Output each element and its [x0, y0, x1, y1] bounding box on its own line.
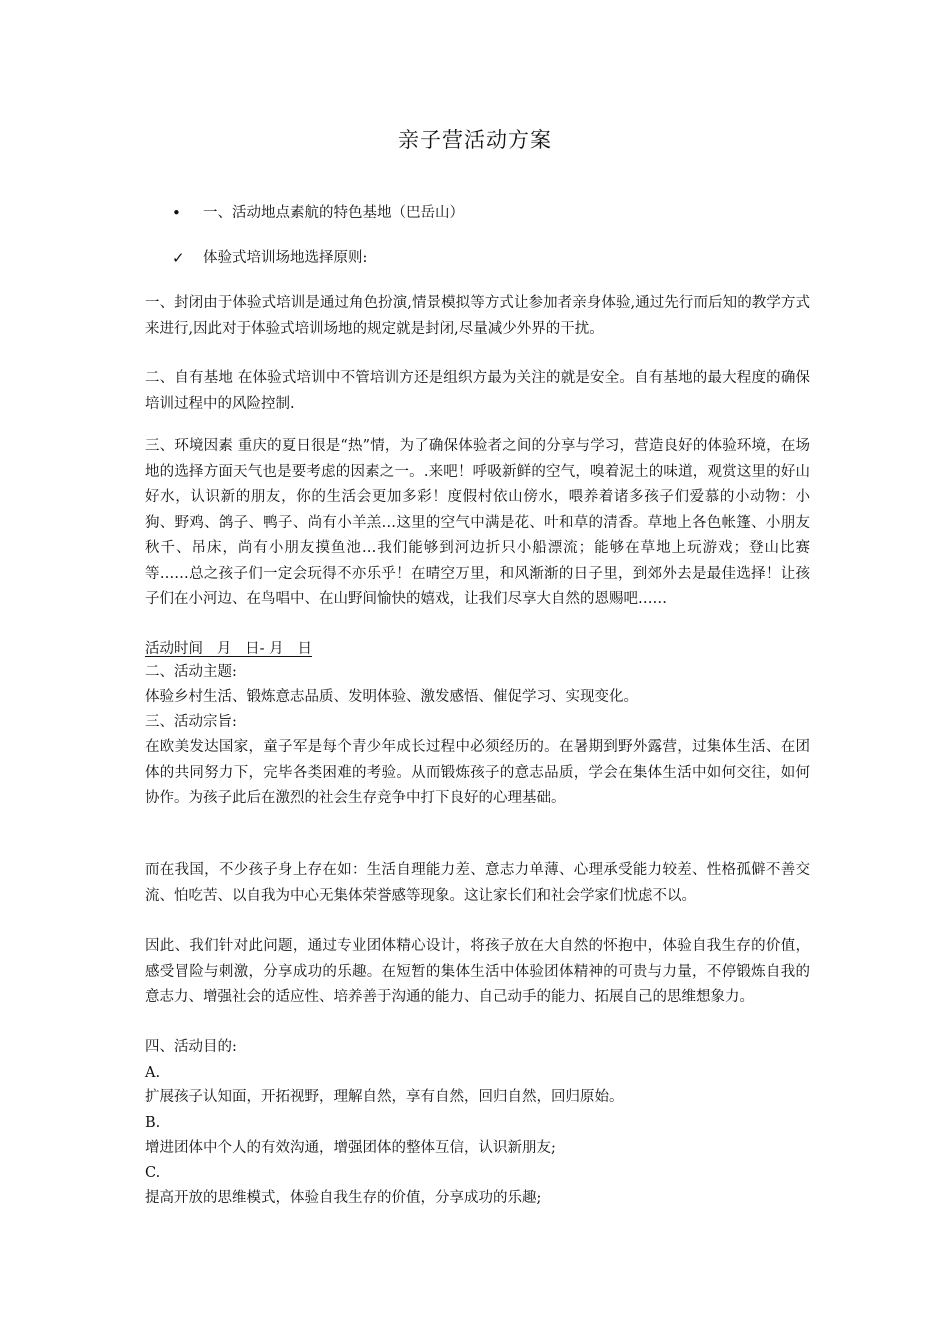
purpose-paragraph-3: 因此、我们针对此问题，通过专业团体精心设计，将孩子放在大自然的怀抱中，体验自我生存的价值，感受冒险与刺激，分享成功的乐趣。在短暂的集体生活中体验团体精神的可贵与力量，不停锻炼自我的意志力、增强社会的适应性、培养善于沟通的能力、自己动手的能力、拓展自己的思维想象力。: [145, 938, 810, 1005]
principle-closed: 一、封闭由于体验式培训是通过角色扮演,情景模拟等方式让参加者亲身体验,通过先行而后知的教学方式来进行,因此对于体验式培训场地的规定就是封闭,尽量减少外界的干扰。: [145, 295, 810, 337]
checkmark-icon: ✓: [172, 249, 185, 267]
principles-heading: 体验式培训场地选择原则:: [203, 250, 368, 266]
goal-text-c: 提高开放的思维模式，体验自我生存的价值，分享成功的乐趣;: [145, 1190, 542, 1206]
purpose-paragraph-2: 而在我国，不少孩子身上存在如：生活自理能力差、意志力单薄、心理承受能力较差、性格孤僻不善交流、怕吃苦、以自我为中心无集体荣誉感等现象。这让家长们和社会学家们忧虑不以。: [145, 862, 810, 904]
theme-text: 体验乡村生活、锻炼意志品质、发明体验、激发感悟、催促学习、实现变化。: [145, 689, 638, 705]
goals-heading: 四、活动目的:: [145, 1039, 237, 1055]
goal-label-c: C.: [145, 1165, 161, 1181]
principle-own-base: 二、自有基地 在体验式培训中不管培训方还是组织方最为关注的就是安全。自有基地的最大程度的确保培训过程中的风险控制.: [145, 370, 810, 412]
goal-label-a: A.: [145, 1065, 161, 1081]
purpose-heading: 三、活动宗旨:: [145, 714, 237, 730]
goal-label-b: B.: [145, 1115, 161, 1131]
goal-text-a: 扩展孩子认知面，开拓视野，理解自然，享有自然，回归自然，回归原始。: [145, 1089, 624, 1105]
bullet-dot-icon: •: [172, 204, 181, 222]
purpose-paragraph-1: 在欧美发达国家，童子军是每个青少年成长过程中必须经历的。在暑期到野外露营，过集体生活、在团体的共同努力下，完毕各类困难的考验。从而锻炼孩子的意志品质，学会在集体生活中如何交往，如何协作。为孩子此后在激烈的社会生存竞争中打下良好的心理基础。: [145, 739, 810, 806]
page-title: 亲子营活动方案: [398, 128, 552, 152]
goal-text-b: 增进团体中个人的有效沟通，增强团体的整体互信，认识新朋友;: [145, 1140, 556, 1156]
theme-heading: 二、活动主题:: [145, 664, 237, 680]
location-heading: 一、活动地点素航的特色基地（巴岳山）: [203, 205, 464, 221]
activity-time-text: 活动时间 月 日- 月 日: [145, 641, 312, 657]
activity-time: [145, 638, 312, 660]
principle-environment: 三、环境因素 重庆的夏日很是“热”情，为了确保体验者之间的分享与学习，营造良好的体验环境，在场地的选择方面天气也是要考虑的因素之一。.来吧！呼吸新鲜的空气，嗅着泥土的味道，观赏这里的好山好水，认识新的朋友，你的生活会更加多彩！度假村依山傍水，喂养着诸多孩子们爱慕的小动物：小狗、野鸡、鸽子、鸭子、尚有小羊羔…这里的空气中满是花、叶和草的清香。草地上各色帐篷、小朋友秋千、吊床，尚有小朋友摸鱼池…我们能够到河边折只小船漂流；能够在草地上玩游戏；登山比赛等……总之孩子们一定会玩得不亦乐乎！在晴空万里，和风渐渐的日子里，到郊外去是最佳选择！让孩子们在小河边、在鸟唱中、在山野间愉快的嬉戏，让我们尽享大自然的恩赐吧……: [145, 438, 810, 607]
